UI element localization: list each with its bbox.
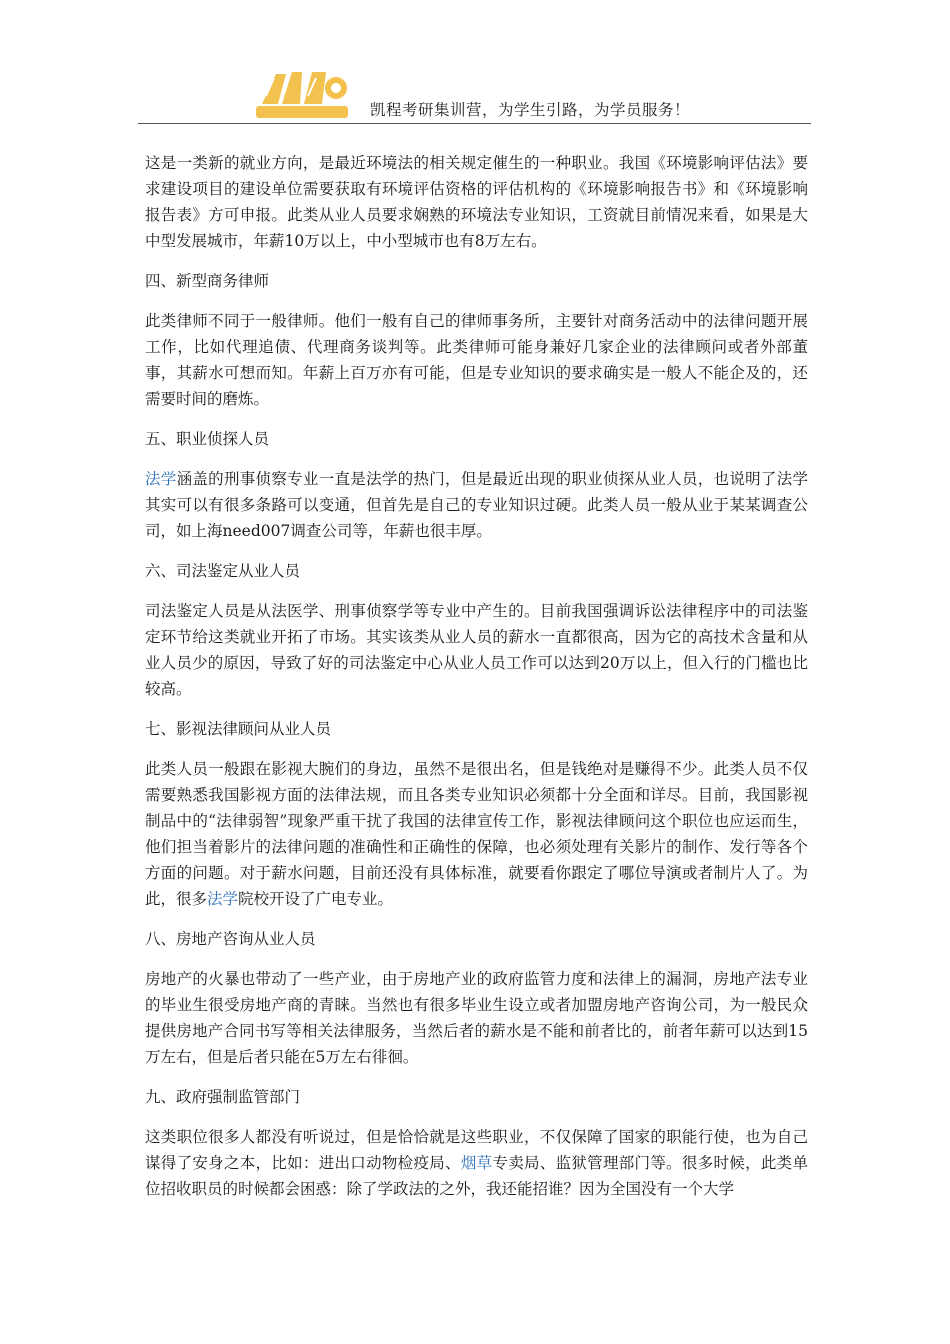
document-body (145, 150, 808, 1216)
paragraph-text: 专卖局、监狱管理部门等。很多时候，此类单位招收职员的时候都会困惑：除了学政法的之外，我还能招谁？因为全国没有一个大学 (145, 1154, 808, 1198)
paragraph-text: 院校开设了广电专业。 (238, 890, 394, 908)
page-header (138, 62, 811, 124)
paragraph-text: 这类职位很多人都没有听说过，但是恰恰就是这些职业，不仅保障了国家的职能行使，也为自己谋得了安身之本，比如：进出口动物检疫局、 (145, 1128, 808, 1172)
header-divider (138, 123, 811, 124)
kaicheng-logo (256, 66, 348, 120)
paragraph-text: 此类律师不同于一般律师。他们一般有自己的律师事务所，主要针对商务活动中的法律问题开展工作，比如代理追债、代理商务谈判等。此类律师可能身兼好几家企业的法律顾问或者外部董事，其薪水可想而知。年薪上百万亦有可能，但是专业知识的要求确实是一般人不能企及的，还需要时间的磨炼。 (145, 312, 808, 408)
body-paragraph (145, 966, 808, 1070)
keyword-link[interactable]: 烟草 (460, 1154, 493, 1172)
body-paragraph (145, 756, 808, 912)
section-heading: 四、新型商务律师 (145, 272, 270, 290)
keyword-link[interactable]: 法学 (145, 470, 177, 488)
body-paragraph (145, 598, 808, 702)
body-paragraph (145, 466, 808, 544)
header-slogan: 凯程考研集训营，为学生引路，为学员服务！ (370, 101, 691, 119)
section-heading: 九、政府强制监管部门 (145, 1088, 301, 1106)
body-paragraph (145, 150, 808, 254)
section-heading: 五、职业侦探人员 (145, 430, 270, 448)
keyword-link[interactable]: 法学 (207, 890, 239, 908)
paragraph-text: 房地产的火暴也带动了一些产业，由于房地产业的政府监管力度和法律上的漏洞，房地产法专业的毕业生很受房地产商的青睐。当然也有很多毕业生设立或者加盟房地产咨询公司，为一般民众提供房地产合同书写等相关法律服务，当然后者的薪水是不能和前者比的，前者年薪可以达到15万左右，但是后者只能在5万左右徘徊。 (145, 970, 808, 1066)
paragraph-text: 涵盖的刑事侦察专业一直是法学的热门，但是最近出现的职业侦探从业人员，也说明了法学其实可以有很多条路可以变通，但首先是自己的专业知识过硬。此类人员一般从业于某某调查公司，如上海need007调查公司等，年薪也很丰厚。 (145, 470, 808, 540)
body-paragraph (145, 308, 808, 412)
paragraph-text: 这是一类新的就业方向，是最近环境法的相关规定催生的一种职业。我国《环境影响评估法》要求建设项目的建设单位需要获取有环境评估资格的评估机构的《环境影响报告书》和《环境影响报告表》方可申报。此类从业人员要求娴熟的环境法专业知识，工资就目前情况来看，如果是大中型发展城市，年薪10万以上，中小型城市也有8万左右。 (145, 154, 808, 250)
section-heading: 七、影视法律顾问从业人员 (145, 720, 332, 738)
body-paragraph (145, 1124, 808, 1202)
paragraph-text: 司法鉴定人员是从法医学、刑事侦察学等专业中产生的。目前我国强调诉讼法律程序中的司法鉴定环节给这类就业开拓了市场。其实该类从业人员的薪水一直都很高，因为它的高技术含量和从业人员少的原因，导致了好的司法鉴定中心从业人员工作可以达到20万以上，但入行的门槛也比较高。 (145, 602, 808, 698)
section-heading: 六、司法鉴定从业人员 (145, 562, 301, 580)
paragraph-text: 此类人员一般跟在影视大腕们的身边，虽然不是很出名，但是钱绝对是赚得不少。此类人员不仅需要熟悉我国影视方面的法律法规，而且各类专业知识必须都十分全面和详尽。目前，我国影视制品中的“法律弱智”现象严重干扰了我国的法律宣传工作，影视法律顾问这个职位也应运而生，他们担当着影片的法律问题的准确性和正确性的保障，也必须处理有关影片的制作、发行等各个方面的问题。对于薪水问题，目前还没有具体标准，就要看你跟定了哪位导演或者制片人了。为此，很多 (145, 760, 808, 908)
section-heading: 八、房地产咨询从业人员 (145, 930, 316, 948)
